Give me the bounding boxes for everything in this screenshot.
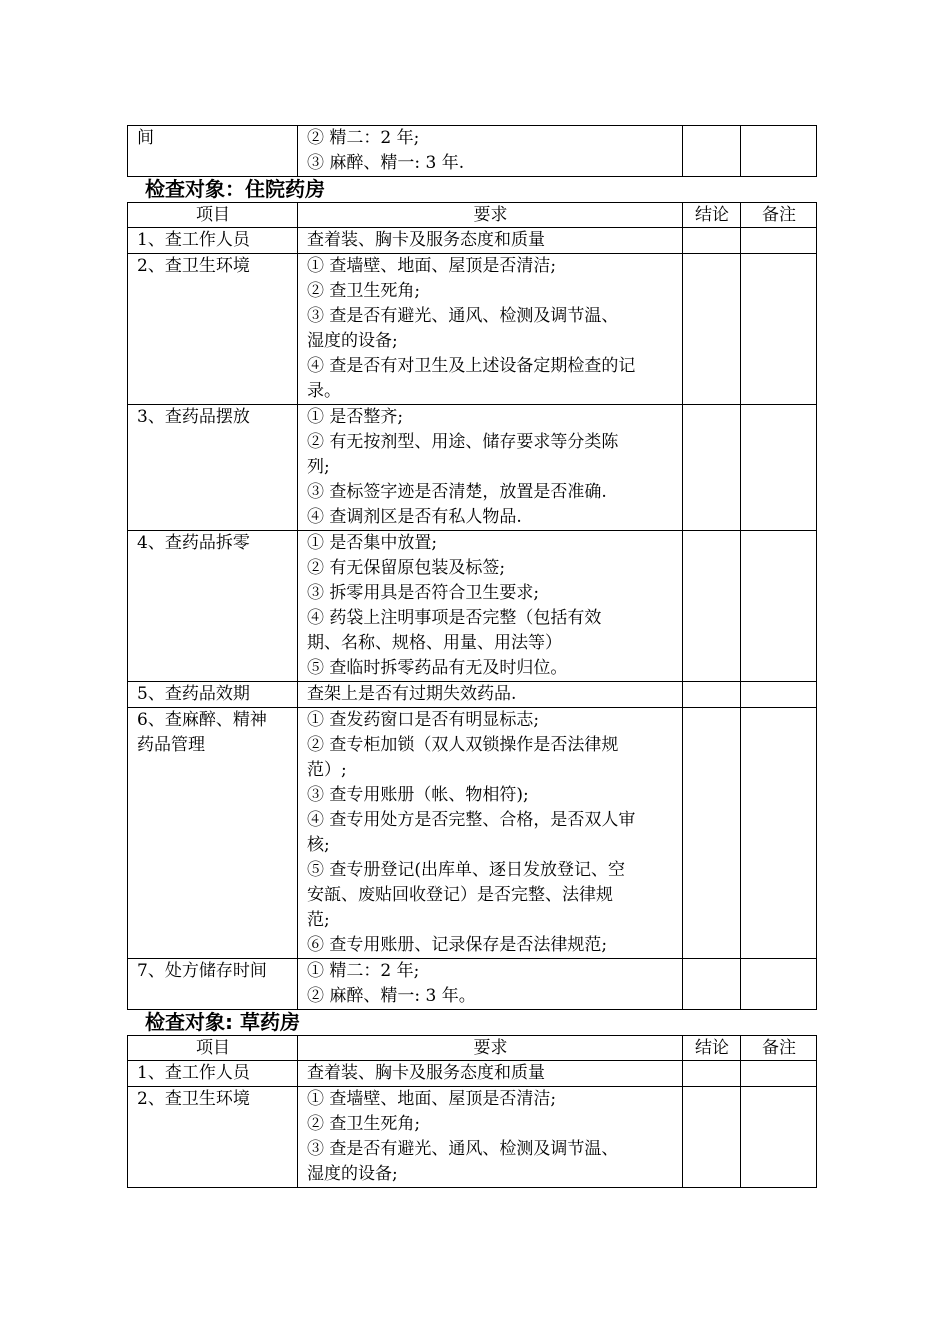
requirement-line: ② 精二：2 年; [307,128,420,148]
requirement-line: 列; [307,457,330,477]
item-line: 1、查工作人员 [137,1063,250,1083]
continuation-table [127,125,817,177]
item-line: 2、查卫生环境 [137,1089,250,1109]
result-cell [683,708,741,959]
requirement-line: ③ 查专用账册（帐、物相符); [307,785,529,805]
item-line: 3、查药品摆放 [137,407,250,427]
requirement-line: ② 有无按剂型、用途、储存要求等分类陈 [307,432,619,452]
requirement-cell [298,708,683,959]
item-cell [128,405,298,531]
requirement-line: ③ 查标签字迹是否清楚，放置是否准确. [307,482,607,502]
remark-cell [741,126,817,177]
requirement-cell [298,1061,683,1087]
section-title: 检查对象: 草药房 [145,1010,300,1034]
requirement-line: ⑥ 查专用账册、记录保存是否法律规范; [307,935,608,955]
remark-cell [741,1087,817,1188]
item-line: 5、查药品效期 [137,684,250,704]
item-cell [128,708,298,959]
requirement-line: ④ 查是否有对卫生及上述设备定期检查的记 [307,356,636,376]
requirement-line: ③ 查是否有避光、通风、检测及调节温、 [307,306,619,326]
document-page [127,125,816,1188]
item-cell [128,959,298,1010]
result-cell [683,1061,741,1087]
requirement-line: ① 查墙壁、地面、屋顶是否清洁; [307,1089,557,1109]
requirement-line: ① 精二：2 年; [307,961,420,981]
requirement-line: 安瓿、废贴回收登记）是否完整、法律规 [307,885,613,905]
result-cell [683,126,741,177]
requirement-line: ⑤ 查专册登记(出库单、逐日发放登记、空 [307,860,626,880]
requirement-cell [298,228,683,254]
requirement-line: 范）; [307,760,347,780]
table-header-row [128,1036,817,1061]
requirement-line: 录。 [307,381,341,401]
requirement-line: ② 麻醉、精一: 3 年。 [307,986,476,1006]
requirement-line: 期、名称、规格、用量、用法等） [307,633,562,653]
inpatient-pharmacy-table [127,202,817,1010]
header-result: 结论 [683,203,741,228]
table-row [128,228,817,254]
remark-cell [741,228,817,254]
requirement-cell [298,126,683,177]
header-requirement: 要求 [298,203,683,228]
item-line: 6、查麻醉、精神 [137,710,267,730]
requirement-line: ② 查卫生死角; [307,281,421,301]
requirement-line: ④ 药袋上注明事项是否完整（包括有效 [307,608,602,628]
item-cell [128,254,298,405]
requirement-line: ① 是否集中放置; [307,533,438,553]
requirement-line: ① 查墙壁、地面、屋顶是否清洁; [307,256,557,276]
requirement-cell [298,405,683,531]
header-item: 项目 [128,1036,298,1061]
table-row [128,126,817,177]
header-remark: 备注 [741,1036,817,1061]
header-result: 结论 [683,1036,741,1061]
remark-cell [741,1061,817,1087]
requirement-cell [298,1087,683,1188]
item-cell [128,682,298,708]
remark-cell [741,254,817,405]
requirement-line: ② 查专柜加锁（双人双锁操作是否法律规 [307,735,619,755]
table-row [128,405,817,531]
item-cell: 间 [128,126,298,177]
requirement-cell [298,254,683,405]
remark-cell [741,682,817,708]
table-row [128,1087,817,1188]
remark-cell [741,531,817,682]
requirement-line: ② 有无保留原包装及标签; [307,558,506,578]
item-cell [128,1087,298,1188]
requirement-line: ⑤ 查临时拆零药品有无及时归位。 [307,658,568,678]
result-cell [683,682,741,708]
requirement-line: ① 是否整齐; [307,407,404,427]
header-item: 项目 [128,203,298,228]
requirement-line: ③ 拆零用具是否符合卫生要求; [307,583,540,603]
item-line: 药品管理 [137,735,205,755]
requirement-cell [298,531,683,682]
result-cell [683,228,741,254]
requirement-line: ③ 查是否有避光、通风、检测及调节温、 [307,1139,619,1159]
header-requirement: 要求 [298,1036,683,1061]
table-row [128,959,817,1010]
result-cell [683,1087,741,1188]
result-cell [683,959,741,1010]
table-header-row [128,203,817,228]
requirement-line: ③ 麻醉、精一: 3 年. [307,153,465,173]
requirement-line: 核; [307,835,330,855]
requirement-cell [298,959,683,1010]
remark-cell [741,405,817,531]
item-line: 7、处方储存时间 [137,961,267,981]
section-title: 检查对象：住院药房 [145,177,325,201]
requirement-line: 查着装、胸卡及服务态度和质量 [307,230,545,250]
item-line: 1、查工作人员 [137,230,250,250]
item-cell [128,228,298,254]
table-row [128,708,817,959]
table-row [128,254,817,405]
requirement-line: ④ 查专用处方是否完整、合格，是否双人审 [307,810,636,830]
requirement-cell [298,682,683,708]
header-remark: 备注 [741,203,817,228]
table-row [128,1061,817,1087]
remark-cell [741,708,817,959]
herbal-pharmacy-table [127,1035,817,1188]
remark-cell [741,959,817,1010]
requirement-line: 湿度的设备; [307,1164,398,1184]
item-line: 4、查药品拆零 [137,533,250,553]
result-cell [683,531,741,682]
requirement-line: 查架上是否有过期失效药品. [307,684,517,704]
item-cell [128,531,298,682]
requirement-line: 湿度的设备; [307,331,398,351]
result-cell [683,405,741,531]
requirement-line: 范; [307,910,330,930]
table-row [128,531,817,682]
item-line: 2、查卫生环境 [137,256,250,276]
item-cell [128,1061,298,1087]
table-row [128,682,817,708]
requirement-line: ② 查卫生死角; [307,1114,421,1134]
requirement-line: ① 查发药窗口是否有明显标志; [307,710,540,730]
requirement-line: ④ 查调剂区是否有私人物品. [307,507,522,527]
result-cell [683,254,741,405]
requirement-line: 查着装、胸卡及服务态度和质量 [307,1063,545,1083]
